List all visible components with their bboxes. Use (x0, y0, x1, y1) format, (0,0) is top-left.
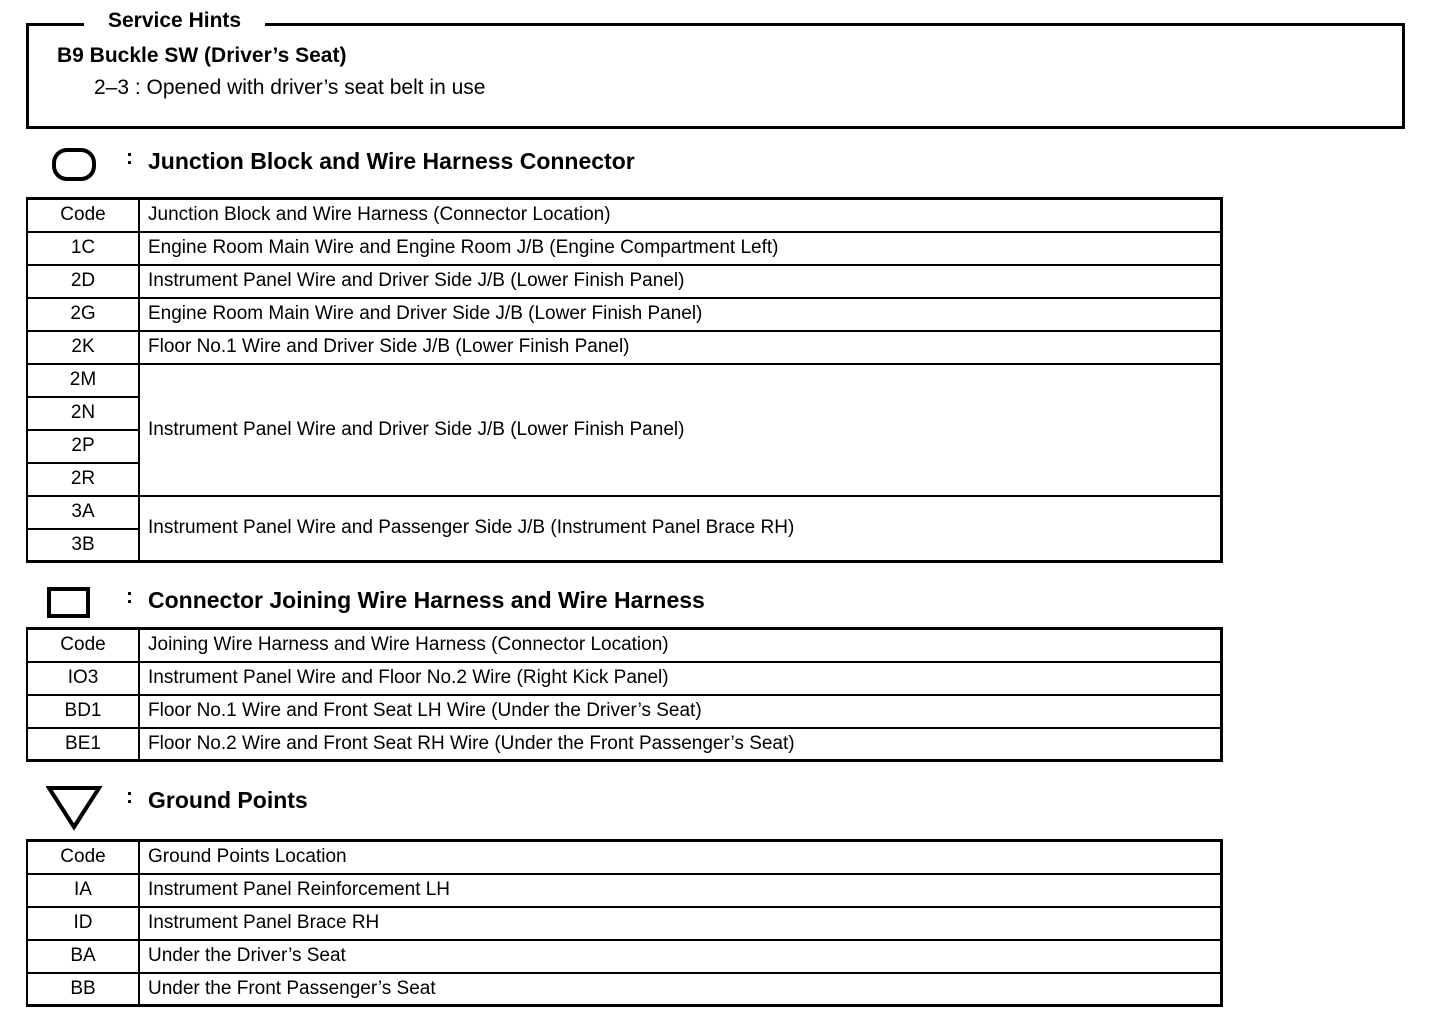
section-title: Ground Points (148, 787, 308, 813)
table-row (27, 331, 1222, 364)
row-desc: Under the Driver’s Seat (139, 940, 1222, 973)
header-desc: Ground Points Location (139, 841, 1222, 874)
table-row (27, 298, 1222, 331)
table-row (27, 874, 1222, 907)
row-code: 2P (27, 430, 139, 463)
ground-points-section-heading (46, 784, 1246, 830)
table-row (27, 364, 1222, 397)
table-row (27, 662, 1222, 695)
triangle-down-icon (46, 784, 104, 832)
row-code: 3A (27, 496, 139, 529)
rounded-rectangle-icon (52, 148, 96, 182)
row-code: 1C (27, 232, 139, 265)
connector-joining-section-heading (46, 584, 1246, 630)
row-desc: Engine Room Main Wire and Driver Side J/B (Lower Finish Panel) (139, 298, 1222, 331)
table-header-row (27, 199, 1222, 232)
row-code: IA (27, 874, 139, 907)
connector-joining-table (26, 627, 1223, 762)
table-row (27, 695, 1222, 728)
row-desc: Engine Room Main Wire and Engine Room J/B (Engine Compartment Left) (139, 232, 1222, 265)
table-row (27, 973, 1222, 1006)
row-code: BE1 (27, 728, 139, 761)
service-hints-item: B9 Buckle SW (Driver’s Seat) (57, 44, 347, 67)
service-hints-title: Service Hints (84, 8, 265, 34)
row-code: ID (27, 907, 139, 940)
row-desc: Instrument Panel Brace RH (139, 907, 1222, 940)
rectangle-icon (47, 586, 91, 620)
section-title: Junction Block and Wire Harness Connector (148, 148, 635, 174)
row-code: BD1 (27, 695, 139, 728)
row-code: BA (27, 940, 139, 973)
row-desc: Floor No.1 Wire and Driver Side J/B (Lower Finish Panel) (139, 331, 1222, 364)
ground-points-table (26, 839, 1223, 1007)
header-code: Code (27, 199, 139, 232)
row-desc: Floor No.2 Wire and Front Seat RH Wire (Under the Front Passenger’s Seat) (139, 728, 1222, 761)
row-desc: Floor No.1 Wire and Front Seat LH Wire (Under the Driver’s Seat) (139, 695, 1222, 728)
table-row (27, 940, 1222, 973)
header-desc: Joining Wire Harness and Wire Harness (Connector Location) (139, 629, 1222, 662)
row-desc: Instrument Panel Wire and Passenger Side J/B (Instrument Panel Brace RH) (139, 496, 1222, 562)
section-colon: : (126, 146, 133, 169)
row-code: IO3 (27, 662, 139, 695)
service-hints-detail: 2–3 : Opened with driver’s seat belt in use (94, 76, 486, 99)
row-desc: Under the Front Passenger’s Seat (139, 973, 1222, 1006)
header-code: Code (27, 841, 139, 874)
row-code: 2M (27, 364, 139, 397)
section-title: Connector Joining Wire Harness and Wire Harness (148, 587, 705, 613)
row-code: BB (27, 973, 139, 1006)
table-header-row (27, 629, 1222, 662)
row-desc: Instrument Panel Reinforcement LH (139, 874, 1222, 907)
table-row (27, 232, 1222, 265)
row-code: 2G (27, 298, 139, 331)
section-colon: : (126, 585, 133, 608)
row-code: 2R (27, 463, 139, 496)
table-row (27, 496, 1222, 529)
row-desc: Instrument Panel Wire and Floor No.2 Wire (Right Kick Panel) (139, 662, 1222, 695)
row-code: 2K (27, 331, 139, 364)
row-code: 2N (27, 397, 139, 430)
row-desc: Instrument Panel Wire and Driver Side J/B (Lower Finish Panel) (139, 265, 1222, 298)
junction-block-section-heading (46, 145, 1246, 191)
header-desc: Junction Block and Wire Harness (Connector Location) (139, 199, 1222, 232)
junction-block-table (26, 197, 1223, 563)
table-row (27, 728, 1222, 761)
row-code: 3B (27, 529, 139, 562)
row-code: 2D (27, 265, 139, 298)
section-colon: : (126, 785, 133, 808)
header-code: Code (27, 629, 139, 662)
row-desc: Instrument Panel Wire and Driver Side J/B (Lower Finish Panel) (139, 364, 1222, 496)
table-row (27, 907, 1222, 940)
table-row (27, 265, 1222, 298)
table-header-row (27, 841, 1222, 874)
